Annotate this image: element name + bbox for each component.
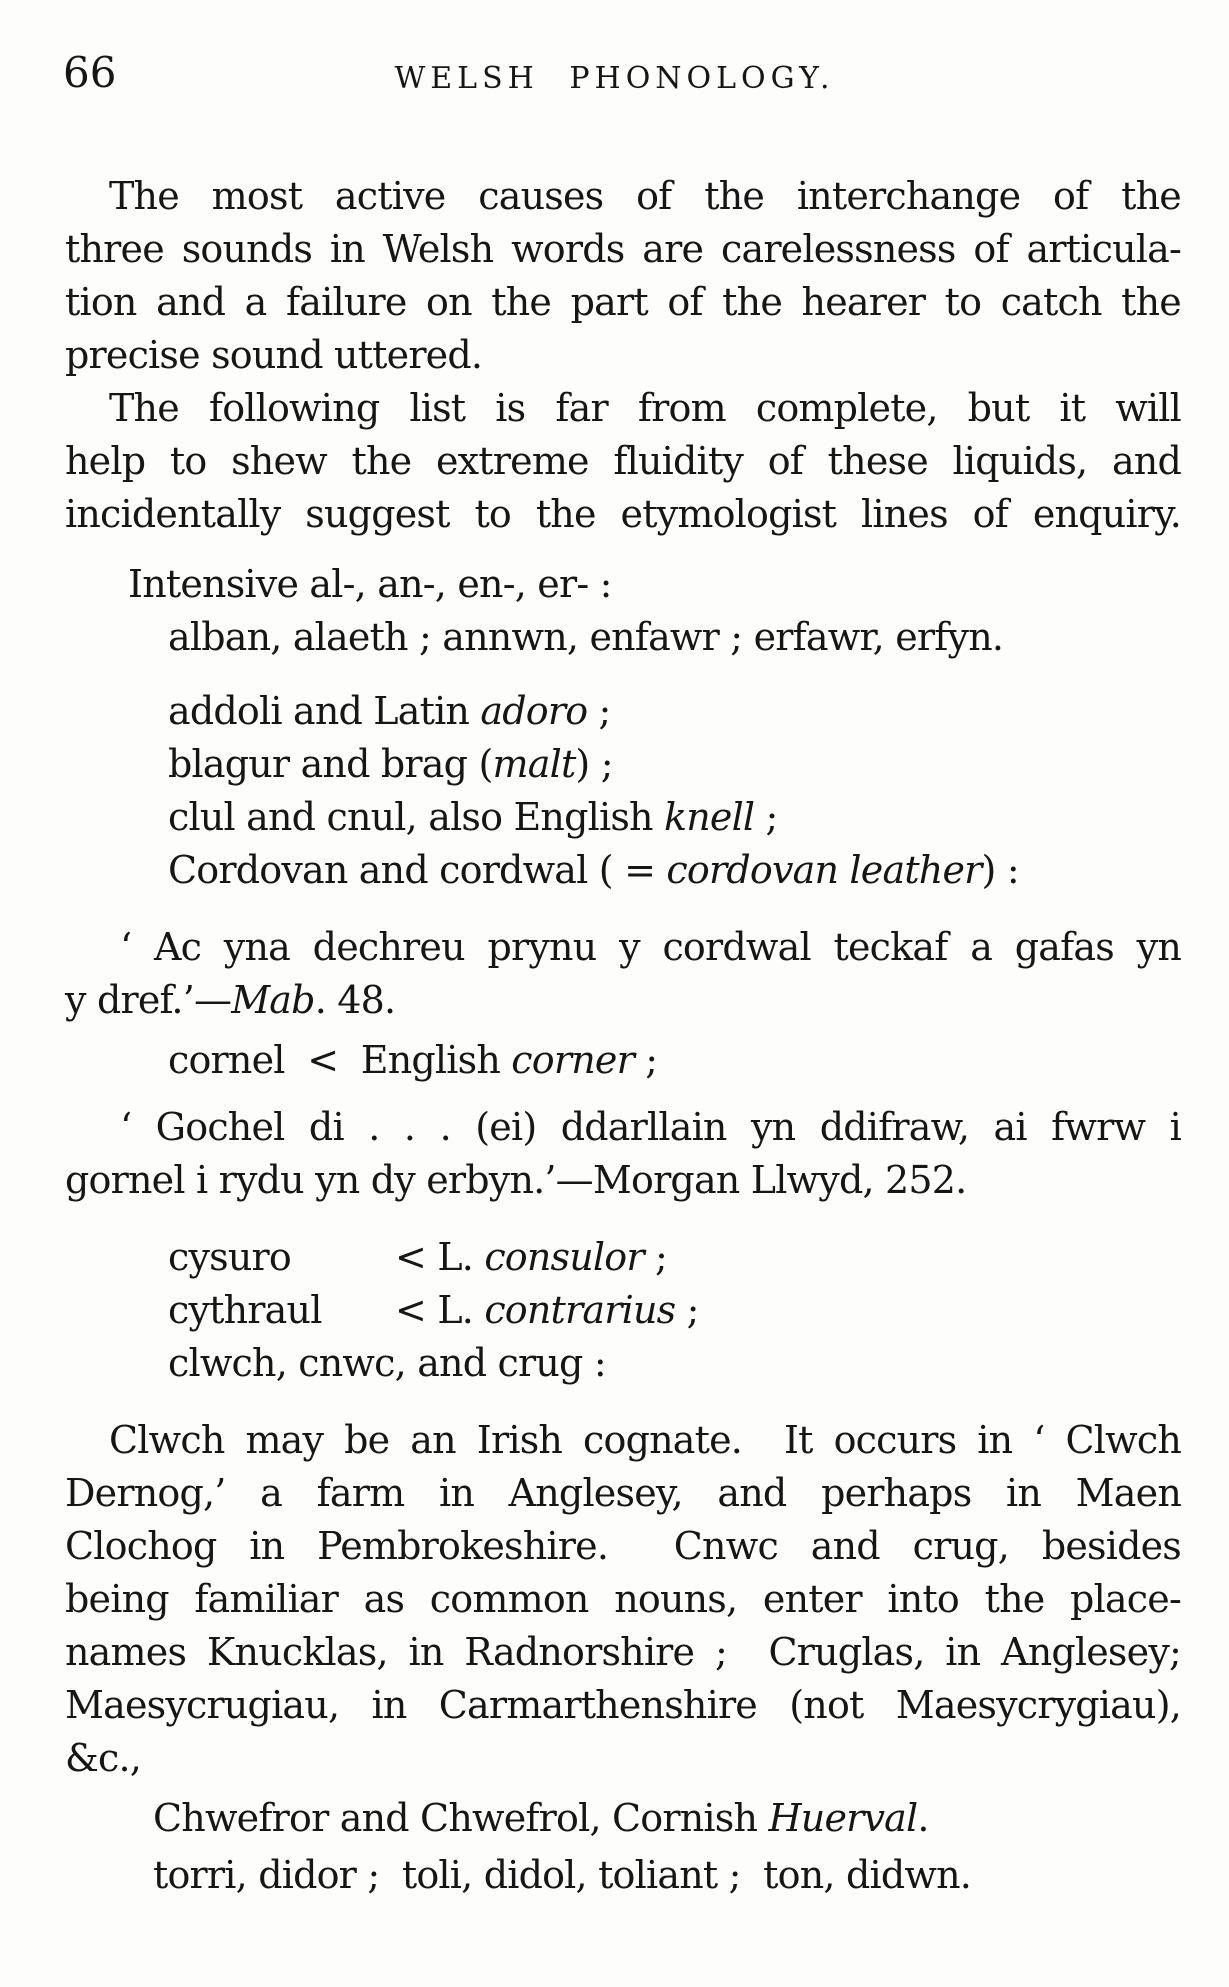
derivation-word: cysuro: [168, 1235, 291, 1279]
text-run: blagur and brag (: [168, 742, 493, 786]
paragraph-line: names Knucklas, in Radnorshire ; Cruglas, in Anglesey;: [65, 1630, 1181, 1674]
text-run: addoli and Latin: [168, 689, 481, 733]
derivation-word: cythraul: [168, 1288, 322, 1332]
derivation-row: clwch, cnwc, and crug :: [168, 1341, 606, 1385]
list-item-line: [65, 738, 1181, 791]
text-run: ;: [754, 795, 778, 839]
text-run: cornel < English: [168, 1038, 512, 1082]
quotation-line: ‘ Ac yna dechreu prynu y cordwal teckaf a gafas yn: [120, 925, 1181, 969]
italic-run: corner: [511, 1038, 634, 1082]
list-item-line: [65, 1034, 1181, 1087]
paragraph-line: Clochog in Pembrokeshire. Cnwc and crug, besides: [65, 1524, 1181, 1568]
list-item-line: [65, 1792, 1181, 1845]
text-run: ;: [675, 1288, 699, 1332]
italic-run: cordovan leather: [666, 848, 982, 892]
text-run: Chwefror and Chwefrol, Cornish: [153, 1796, 769, 1840]
italic-run: malt: [492, 742, 576, 786]
text-run: Cordovan and cordwal ( =: [168, 848, 667, 892]
text-run: clul and cnul, also English: [168, 795, 664, 839]
list-item-line: alban, alaeth ; annwn, enfawr ; erfawr, erfyn.: [168, 615, 1004, 659]
paragraph-line: help to shew the extreme fluidity of these liquids, and: [65, 439, 1181, 483]
running-head: WELSH PHONOLOGY.: [394, 61, 835, 96]
text-run: .: [917, 1796, 929, 1840]
italic-run: contrarius: [484, 1288, 676, 1332]
text-run: ) :: [981, 848, 1019, 892]
italic-run: Mab: [231, 978, 315, 1022]
italic-run: knell: [663, 795, 755, 839]
text-run: ;: [643, 1235, 668, 1279]
paragraph-line: three sounds in Welsh words are carelessness of articula-: [65, 227, 1181, 271]
page-text: [65, 170, 1181, 1902]
paragraph-line: Dernog,’ a farm in Anglesey, and perhaps in Maen: [65, 1471, 1181, 1515]
list-item-line: torri, didor ; toli, didol, toliant ; ton, didwn.: [153, 1853, 972, 1897]
list-item-line: [65, 791, 1181, 844]
paragraph-line: incidentally suggest to the etymologist lines of enquiry.: [65, 492, 1181, 536]
paragraph-line: The most active causes of the interchange of the: [109, 174, 1181, 218]
paragraph-line: being familiar as common nouns, enter into the place-: [65, 1577, 1181, 1621]
text-run: < L.: [395, 1288, 485, 1332]
italic-run: Huerval: [768, 1796, 918, 1840]
paragraph-line: Maesycrugiau, in Carmarthenshire (not Maesycrygiau),: [65, 1683, 1181, 1727]
derivation-row: [65, 1284, 1181, 1337]
paragraph-line: precise sound uttered.: [65, 333, 483, 377]
page-number: 66: [63, 48, 117, 97]
list-item-line: [65, 685, 1181, 738]
quotation-line: [65, 974, 1181, 1027]
text-run: ;: [587, 689, 611, 733]
paragraph-line: Clwch may be an Irish cognate. It occurs in ‘ Clwch: [109, 1418, 1181, 1462]
italic-run: adoro: [480, 689, 588, 733]
paragraph-line: &c.,: [65, 1736, 142, 1780]
text-run: y dref.’—: [65, 978, 232, 1022]
paragraph-line: tion and a failure on the part of the hearer to catch the: [65, 280, 1181, 324]
text-run: ;: [633, 1038, 658, 1082]
section-lead-line: Intensive al-, an-, en-, er- :: [128, 562, 612, 606]
paragraph-line: The following list is far from complete, but it will: [109, 386, 1181, 430]
quotation-line: gornel i rydu yn dy erbyn.’—Morgan Llwyd, 252.: [65, 1158, 967, 1202]
italic-run: consulor: [484, 1235, 644, 1279]
list-item-line: [65, 844, 1181, 897]
quotation-line: ‘ Gochel di . . . (ei) ddarllain yn ddifraw, ai fwrw i: [120, 1105, 1181, 1149]
text-run: ) ;: [575, 742, 613, 786]
text-run: . 48.: [314, 978, 396, 1022]
text-run: < L.: [395, 1235, 485, 1279]
derivation-row: [65, 1231, 1181, 1284]
